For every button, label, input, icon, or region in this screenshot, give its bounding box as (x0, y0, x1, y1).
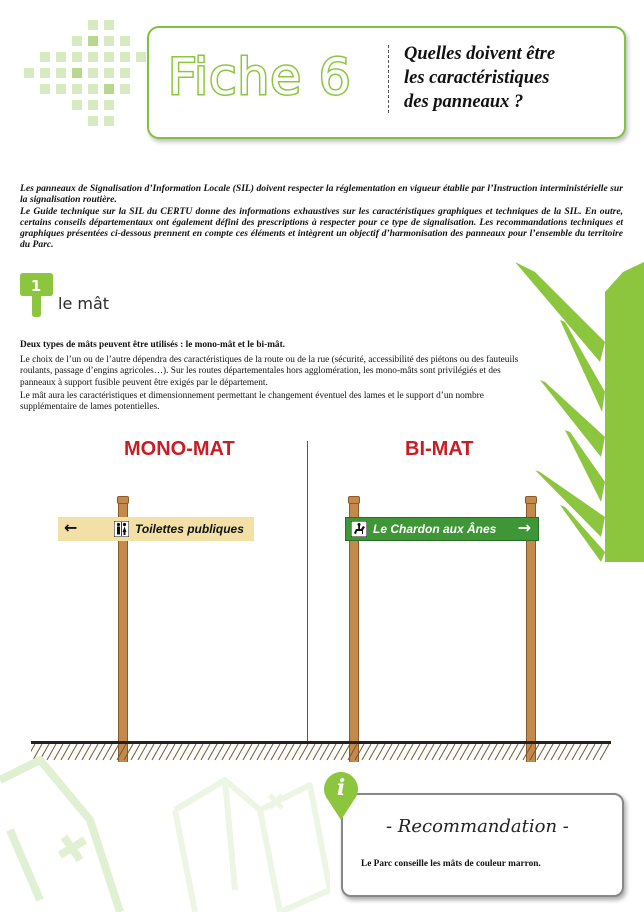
hatch-line (397, 744, 406, 760)
recommendation-box (341, 793, 624, 897)
hatch-line (502, 744, 511, 760)
hatch-line (425, 744, 434, 760)
hatch-line (551, 744, 560, 760)
hatch-line (544, 744, 553, 760)
hatch-line (376, 744, 385, 760)
hatch-line (404, 744, 413, 760)
svg-text:i: i (336, 775, 346, 801)
hatch-line (509, 744, 518, 760)
header-question (404, 42, 614, 114)
sign-toilettes-publiques (58, 517, 254, 541)
mono-mat-title: MONO-MAT (124, 438, 235, 460)
section-title: le mât (58, 294, 110, 313)
section-paragraph: Le choix de l’un ou de l’autre dépendra des caractéristiques de la route ou de la rue (sécurité, accessibilité des piétons ou des fauteuils roulants, passage d’engins agricoles…). Sur les routes départementales hors agglomération, les mono-mâts sont privilégiés et des panneaux à support fusible peuvent être exigés par le département. (20, 355, 519, 388)
hatch-line (446, 744, 455, 760)
hatch-line (600, 744, 609, 760)
hatch-line (537, 744, 546, 760)
hatch-line (334, 744, 343, 760)
hatch-line (383, 744, 392, 760)
horse-rider-icon (351, 521, 367, 537)
sign-toilettes-label: Toilettes publiques (135, 522, 244, 536)
hatch-line (572, 744, 581, 760)
decorative-pixel-pattern (0, 0, 160, 150)
question-line-3: des panneaux ? (404, 92, 524, 112)
page-title: Fiche 6 (168, 48, 352, 106)
intro-text (20, 183, 623, 251)
hatch-line (348, 744, 357, 760)
hatch-line (362, 744, 371, 760)
hatch-line (341, 744, 350, 760)
arrow-left-icon: ← (64, 518, 78, 537)
question-line-2: les caractéristiques (404, 68, 550, 88)
section-text (20, 340, 530, 415)
hatch-line (593, 744, 602, 760)
intro-paragraph: Les panneaux de Signalisation d’Information Locale (SIL) doivent respecter la réglementation en vigueur établie par l’Instruction interministérielle sur la signalisation routière. (20, 183, 623, 206)
bi-mat-title: BI-MAT (405, 438, 474, 460)
hatch-line (530, 744, 539, 760)
hatch-line (565, 744, 574, 760)
hatch-line (453, 744, 462, 760)
intro-paragraph: Le Guide technique sur la SIL du CERTU donne des informations exhaustives sur les caractéristiques graphiques et techniques de la SIL. En outre, certains conseils départementaux ont également défini des prescriptions à respecter pour ce type de signalisation. Les recommandations techniques et graphiques présentées ci-dessous prennent en compte ces éléments et intègrent un objectif d’harmonisation des panneaux pour l’ensemble du territoire du Parc. (20, 205, 623, 251)
hatch-line (516, 744, 525, 760)
post-cap (348, 496, 360, 504)
sign-chardon-aux-anes (345, 517, 539, 541)
hatch-line (432, 744, 441, 760)
sign-chardon-label: Le Chardon aux Ânes (373, 522, 497, 536)
hatch-line (488, 744, 497, 760)
hatch-line (579, 744, 588, 760)
section-paragraph: Le mât aura les caractéristiques et dimensionnement permettant le changement éventuel des lames et le support d’un nombre supplémentaire de lames potentielles. (20, 390, 484, 413)
title-divider (388, 45, 389, 113)
section-lead: Deux types de mâts peuvent être utilisés : le mono-mât et le bi-mât. (20, 340, 286, 350)
recommendation-text: Le Parc conseille les mâts de couleur marron. (361, 859, 541, 869)
section-number: 1 (30, 277, 42, 295)
hatch-line (523, 744, 532, 760)
hatch-line (369, 744, 378, 760)
decorative-map-icon (0, 740, 330, 912)
info-pin-icon (322, 768, 360, 820)
section-number-badge (20, 273, 56, 317)
hatch-line (390, 744, 399, 760)
hatch-line (460, 744, 469, 760)
hatch-line (495, 744, 504, 760)
post-cap (117, 496, 129, 504)
hatch-line (355, 744, 364, 760)
hatch-line (411, 744, 420, 760)
hatch-line (558, 744, 567, 760)
post-cap (525, 496, 537, 504)
arrow-right-icon: → (517, 518, 531, 537)
hatch-line (481, 744, 490, 760)
hatch-line (467, 744, 476, 760)
toilets-icon (114, 521, 129, 537)
hatch-line (586, 744, 595, 760)
hatch-line (418, 744, 427, 760)
hatch-line (474, 744, 483, 760)
question-line-1: Quelles doivent être (404, 44, 556, 64)
recommendation-title: - Recommandation - (386, 816, 569, 837)
hatch-line (439, 744, 448, 760)
column-divider (307, 441, 308, 743)
